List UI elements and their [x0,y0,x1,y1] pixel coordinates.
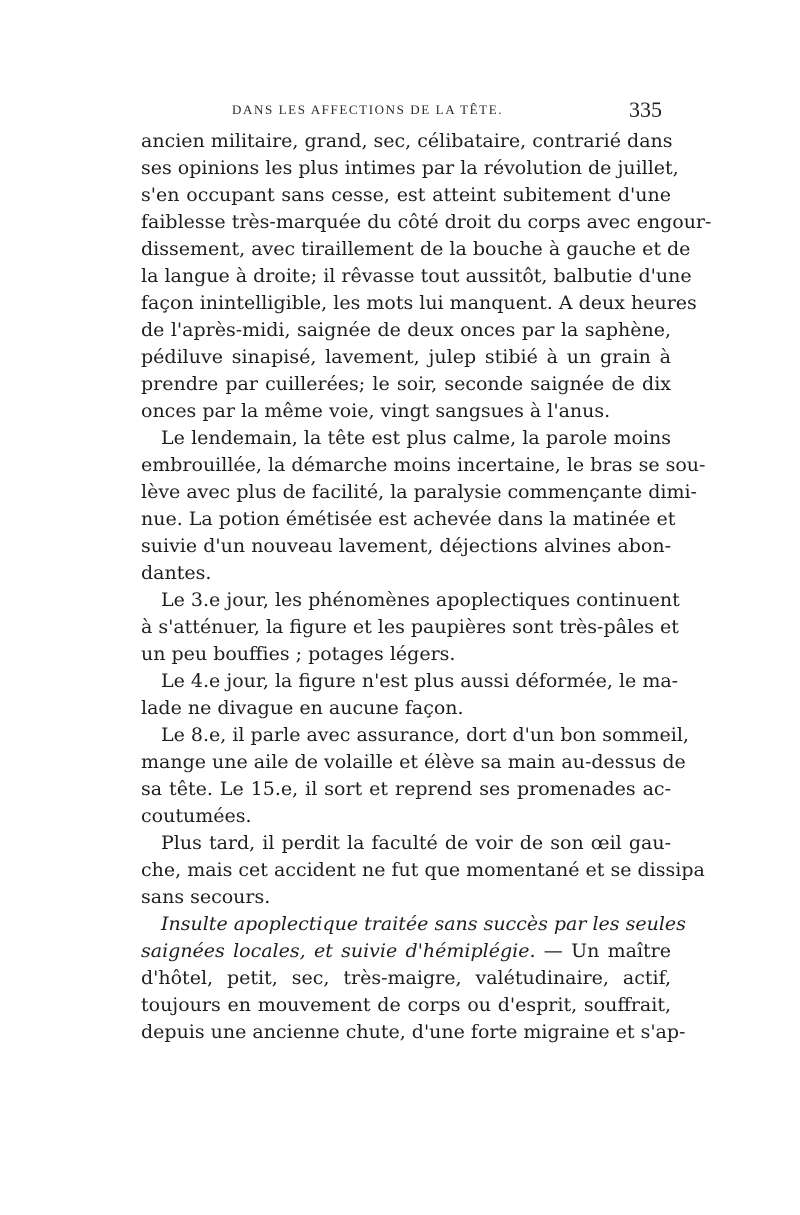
text-line: la langue à droite; il rêvasse tout aussitôt, balbutie d'une [141,265,692,287]
text-line: ancien militaire, grand, sec, célibataire, contrarié dans [141,130,673,152]
text-line: Plus tard, il perdit la faculté de voir de son œil gau- [161,832,671,854]
text-line: prendre par cuillerées; le soir, seconde saignée de dix [141,373,671,395]
text-line: Le 8.e, il parle avec assurance, dort d'un bon sommeil, [161,724,689,746]
text-line: embrouillée, la démarche moins incertaine, le bras se sou- [141,454,706,476]
text-line: un peu bouffies ; potages légers. [141,643,456,665]
text-line: dantes. [141,562,212,584]
text-line: dissement, avec tiraillement de la bouche à gauche et de [141,238,691,260]
text-line: de l'après-midi, saignée de deux onces par la saphène, [141,319,671,341]
text-line: lève avec plus de facilité, la paralysie commençante dimi- [141,481,697,503]
text-line: nue. La potion émétisée est achevée dans la matinée et [141,508,676,530]
text-line: Insulte apoplectique traitée sans succès par les seules [161,913,686,935]
text-line: mange une aile de volaille et élève sa main au-dessus de [141,751,686,773]
italic-heading: saignées locales, et suivie d'hémiplégie. [141,940,536,962]
text-line: che, mais cet accident ne fut que momentané et se dissipa [141,859,705,881]
page-number: 335 [629,97,662,122]
body-text [141,128,712,1046]
line-rest: — Un maître [535,940,671,962]
text-line: suivie d'un nouveau lavement, déjections alvines abon- [141,535,671,557]
text-line: lade ne divague en aucune façon. [141,697,464,719]
text-line: Le lendemain, la tête est plus calme, la parole moins [161,427,671,449]
text-line: sa tête. Le 15.e, il sort et reprend ses promenades ac- [141,778,671,800]
text-line: façon inintelligible, les mots lui manquent. A deux heures [141,292,697,314]
text-line: pédiluve sinapisé, lavement, julep stibié à un grain à [141,346,671,368]
running-title: DANS LES AFFECTIONS DE LA TÊTE. [232,102,504,117]
text-line: coutumées. [141,805,252,827]
text-line: Le 3.e jour, les phénomènes apoplectiques continuent [161,589,680,611]
text-line: ses opinions les plus intimes par la révolution de juillet, [141,157,679,179]
text-line: Le 4.e jour, la figure n'est plus aussi déformée, le ma- [161,670,679,692]
running-head [232,97,662,122]
text-line: sans secours. [141,886,271,908]
text-line: toujours en mouvement de corps ou d'esprit, souffrait, [141,994,671,1016]
text-line: à s'atténuer, la figure et les paupières sont très-pâles et [141,616,679,638]
text-line: depuis une ancienne chute, d'une forte migraine et s'ap- [141,1021,686,1043]
text-line [141,938,671,965]
text-line: d'hôtel, petit, sec, très-maigre, valétudinaire, actif, [141,967,671,989]
text-line: onces par la même voie, vingt sangsues à l'anus. [141,400,611,422]
text-line: faiblesse très-marquée du côté droit du corps avec engour- [141,211,712,233]
text-line: s'en occupant sans cesse, est atteint subitement d'une [141,184,671,206]
